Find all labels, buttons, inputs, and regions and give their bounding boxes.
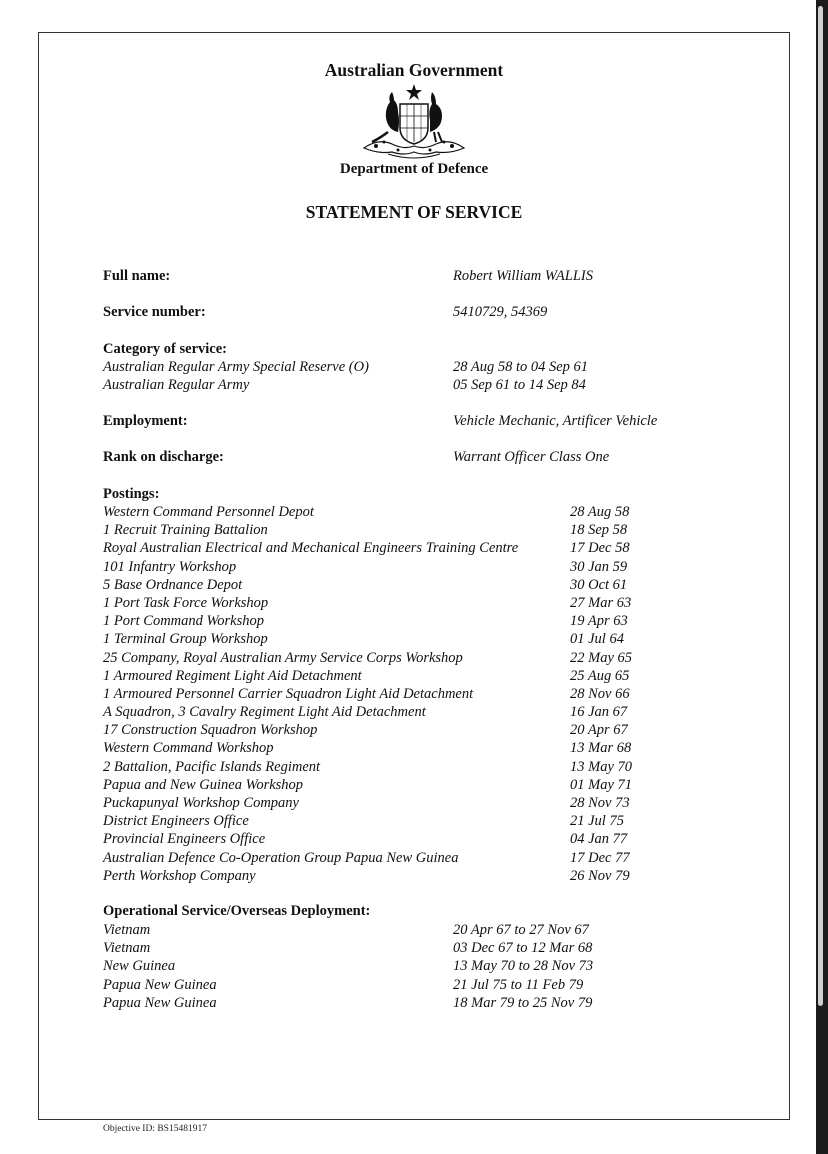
full-name-value: Robert William WALLIS bbox=[453, 268, 593, 284]
item-name: District Engineers Office bbox=[103, 813, 249, 830]
item-name: Papua New Guinea bbox=[103, 976, 217, 993]
list-item bbox=[103, 667, 663, 685]
item-name: Vietnam bbox=[103, 922, 151, 938]
item-date: 30 Jan 59 bbox=[570, 558, 628, 575]
list-item bbox=[103, 921, 663, 939]
rank-label: Rank on discharge: bbox=[103, 449, 224, 465]
item-name: A Squadron, 3 Cavalry Regiment Light Aid Detachment bbox=[103, 704, 426, 721]
employment-label: Employment: bbox=[103, 413, 188, 429]
postings-list bbox=[103, 503, 663, 885]
item-date: 22 May 65 bbox=[570, 649, 633, 666]
item-name: 25 Company, Royal Australian Army Service Corps Workshop bbox=[103, 649, 463, 666]
item-date: 16 Jan 67 bbox=[570, 704, 628, 721]
item-name: Papua and New Guinea Workshop bbox=[103, 776, 304, 793]
item-date: 19 Apr 63 bbox=[570, 613, 628, 630]
list-item bbox=[103, 812, 663, 830]
list-item bbox=[103, 630, 663, 648]
item-date: 13 May 70 bbox=[570, 758, 633, 775]
item-date: 28 Aug 58 bbox=[570, 504, 630, 520]
item-name: Australian Defence Co-Operation Group Papua New Guinea bbox=[103, 849, 459, 866]
scrollbar[interactable] bbox=[818, 6, 823, 1006]
coat-of-arms-icon bbox=[358, 82, 470, 160]
item-date: 17 Dec 77 bbox=[570, 849, 630, 866]
item-date: 20 Apr 67 bbox=[570, 722, 628, 739]
category-item-dates: 28 Aug 58 to 04 Sep 61 bbox=[453, 359, 589, 375]
item-name: 1 Port Task Force Workshop bbox=[103, 594, 269, 611]
item-date: 18 Sep 58 bbox=[570, 522, 628, 539]
government-heading: Australian Government bbox=[324, 60, 504, 80]
list-item bbox=[103, 758, 663, 776]
document-title: STATEMENT OF SERVICE bbox=[305, 202, 523, 222]
item-name: Puckapunyal Workshop Company bbox=[103, 795, 299, 811]
item-name: 1 Recruit Training Battalion bbox=[103, 522, 268, 539]
list-item bbox=[103, 521, 663, 539]
service-number-label: Service number: bbox=[103, 304, 206, 320]
item-date: 26 Nov 79 bbox=[570, 867, 630, 884]
list-item bbox=[103, 939, 663, 957]
item-date: 18 Mar 79 to 25 Nov 79 bbox=[453, 994, 593, 1011]
rank-value: Warrant Officer Class One bbox=[453, 449, 610, 465]
list-item bbox=[103, 957, 663, 975]
list-item bbox=[103, 503, 663, 521]
item-date: 03 Dec 67 to 12 Mar 68 bbox=[453, 940, 593, 957]
item-name: Papua New Guinea bbox=[103, 994, 217, 1011]
item-date: 01 May 71 bbox=[570, 776, 633, 793]
list-item bbox=[103, 776, 663, 794]
item-date: 21 Jul 75 bbox=[570, 813, 624, 830]
item-name: 5 Base Ordnance Depot bbox=[103, 576, 243, 593]
operational-label: Operational Service/Overseas Deployment: bbox=[103, 903, 371, 919]
item-name: Western Command Workshop bbox=[103, 740, 274, 757]
list-item bbox=[103, 721, 663, 739]
item-name: Vietnam bbox=[103, 940, 151, 957]
list-item bbox=[103, 794, 663, 812]
item-date: 21 Jul 75 to 11 Feb 79 bbox=[453, 976, 584, 993]
item-name: 1 Terminal Group Workshop bbox=[103, 631, 268, 648]
list-item bbox=[103, 649, 663, 667]
list-item bbox=[103, 994, 663, 1012]
full-name-label: Full name: bbox=[103, 268, 171, 284]
item-date: 27 Mar 63 bbox=[570, 594, 632, 611]
item-name: 2 Battalion, Pacific Islands Regiment bbox=[103, 758, 321, 775]
list-item bbox=[103, 703, 663, 721]
operational-list bbox=[103, 921, 663, 1012]
item-date: 13 Mar 68 bbox=[570, 740, 632, 757]
item-name: 1 Armoured Personnel Carrier Squadron Light Aid Detachment bbox=[103, 685, 474, 702]
item-date: 13 May 70 to 28 Nov 73 bbox=[453, 958, 594, 975]
list-item bbox=[103, 685, 663, 703]
department-heading: Department of Defence bbox=[339, 161, 489, 177]
objective-id: Objective ID: BS15481917 bbox=[103, 1124, 207, 1134]
service-number-value: 5410729, 54369 bbox=[453, 304, 548, 320]
item-date: 28 Nov 66 bbox=[570, 685, 630, 702]
item-name: 101 Infantry Workshop bbox=[103, 558, 237, 575]
item-name: 1 Port Command Workshop bbox=[103, 613, 264, 630]
list-item bbox=[103, 558, 663, 576]
list-item bbox=[103, 539, 663, 557]
category-item-dates: 05 Sep 61 to 14 Sep 84 bbox=[453, 377, 586, 393]
item-date: 25 Aug 65 bbox=[570, 667, 630, 684]
list-item bbox=[103, 594, 663, 612]
list-item bbox=[103, 612, 663, 630]
category-item-name: Australian Regular Army Special Reserve (O) bbox=[103, 359, 369, 375]
list-item bbox=[103, 830, 663, 848]
list-item bbox=[103, 576, 663, 594]
item-date: 04 Jan 77 bbox=[570, 831, 628, 848]
list-item bbox=[103, 849, 663, 867]
list-item bbox=[103, 867, 663, 885]
item-name: 17 Construction Squadron Workshop bbox=[103, 722, 318, 739]
list-item bbox=[103, 976, 663, 994]
item-date: 20 Apr 67 to 27 Nov 67 bbox=[453, 922, 589, 938]
postings-label: Postings: bbox=[103, 486, 160, 502]
item-name: Perth Workshop Company bbox=[103, 867, 256, 884]
item-date: 01 Jul 64 bbox=[570, 631, 624, 648]
category-item-name: Australian Regular Army bbox=[103, 377, 250, 393]
employment-value: Vehicle Mechanic, Artificer Vehicle bbox=[453, 413, 658, 429]
item-name: Royal Australian Electrical and Mechanical Engineers Training Centre bbox=[103, 540, 519, 557]
item-date: 28 Nov 73 bbox=[570, 795, 630, 811]
category-label: Category of service: bbox=[103, 341, 227, 357]
item-name: Provincial Engineers Office bbox=[103, 831, 266, 848]
item-date: 30 Oct 61 bbox=[570, 576, 628, 593]
list-item bbox=[103, 739, 663, 757]
item-date: 17 Dec 58 bbox=[570, 540, 630, 557]
item-name: New Guinea bbox=[103, 958, 176, 975]
item-name: 1 Armoured Regiment Light Aid Detachment bbox=[103, 667, 362, 684]
item-name: Western Command Personnel Depot bbox=[103, 504, 314, 520]
